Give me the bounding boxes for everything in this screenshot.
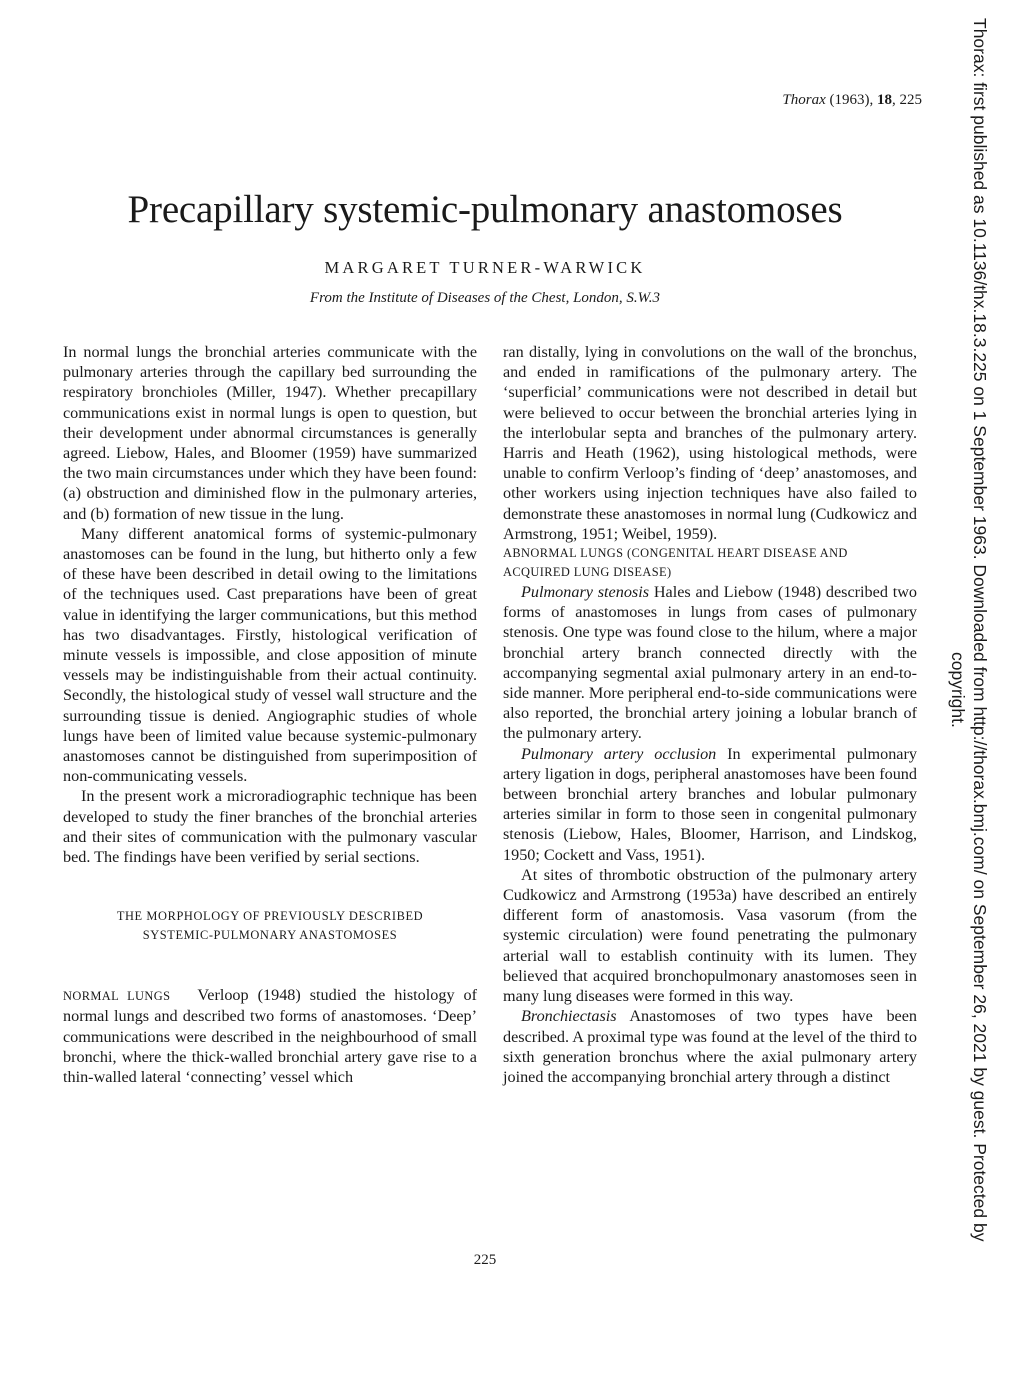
- right-paragraph-3: [503, 744, 917, 865]
- author-name: MARGARET TURNER-WARWICK: [324, 258, 646, 277]
- section-heading: [63, 907, 477, 945]
- right-paragraph-1: ran distally, lying in convolutions on the wall of the bronchus, and ended in ramifications of the pulmonary artery. The ‘superficial’ communications were not described in detail but were believed to occur between the bronchial arteries lying in the interlobular septa and branches of the pulmonary artery. Harris and Heath (1962), using histological methods, were unable to confirm Verloop’s finding of ‘deep’ anastomoses, and other workers using injection techniques have also failed to demonstrate these anastomoses in normal lung (Cudkowicz and Armstrong, 1951; Weibel, 1959).: [503, 343, 917, 543]
- section-heading-line-1: THE MORPHOLOGY OF PREVIOUSLY DESCRIBED: [116, 909, 424, 924]
- left-paragraph-3: In the present work a microradiographic technique has been developed to study the finer branches of the bronchial arteries and their sites of communication with the pulmonary vascular bed. The findings have been verified by serial sections.: [63, 787, 477, 867]
- left-paragraph-1: In normal lungs the bronchial arteries communicate with the pulmonary arteries through the capillary bed surrounding the respiratory bronchioles (Miller, 1947). Whether precapillary communications exist in normal lungs is open to question, but their development under abnormal circumstances is generally agreed. Liebow, Hales, and Bloomer (1959) have summarized the two main circumstances under which they have been found: (a) obstruction and diminished flow in the pulmonary arteries, and (b) formation of new tissue in the lung.: [63, 343, 477, 523]
- left-paragraph-2: Many different anatomical forms of systemic-pulmonary anastomoses can be found in the lung, but hitherto only a few of these have been described in detail owing to the limitations of the techniques used. Cast preparations have been of great value in identifying the larger communications, but this method has two disadvantages. Firstly, histological verification of minute vessels is impossible, and close apposition of minute vessels may be indistinguishable from their actual continuity. Secondly, the histological study of vessel wall structure and the surrounding tissue is denied. Angiographic studies of whole lungs have been of limited value because systemic-pulmonary anastomoses cannot be distinguished from superimposition of non-communicating vessels.: [63, 524, 477, 786]
- journal-citation: [782, 92, 922, 109]
- right-paragraph-4: At sites of thrombotic obstruction of the pulmonary artery Cudkowicz and Armstrong (1953a) have described an entirely different form of anastomosis. Vasa vasorum (from the systemic circulation) were found penetrating the pulmonary arterial wall to establish continuity with its lumen. They believed that acquired bronchopulmonary anastomoses seen in many lung diseases were formed in this way.: [503, 865, 917, 1006]
- left-paragraph-4: [63, 985, 477, 1087]
- copyright-notice: copyright.: [948, 652, 968, 728]
- right-paragraph-2: [503, 582, 917, 744]
- author-affiliation: From the Institute of Diseases of the Chest, London, S.W.3: [309, 290, 661, 306]
- journal-name: Thorax: [782, 92, 826, 108]
- right-paragraph-5: [503, 1006, 917, 1087]
- bronchiectasis-label: Bronchiectasis: [521, 1007, 617, 1026]
- left-column: [63, 342, 477, 1087]
- right-column: [503, 342, 917, 1087]
- right-paragraph-3-text: In experimental pulmonary artery ligation in dogs, peripheral anastomoses have been found between bronchial artery branches and lobular pulmonary arteries similar in form to those seen in congenital pulmonary stenosis (Liebow, Hales, Bloomer, Harrison, and Lindskog, 1950; Cockett and Vass, 1951).: [503, 744, 917, 864]
- left-paragraph-4-text: Verloop (1948) studied the histology of normal lungs and described two forms of anastomoses. ‘Deep’ communications were described in the neighbourhood of small bronchi, where the thick-walled bronchial artery gave rise to a thin-walled lateral ‘connecting’ vessel which: [63, 986, 478, 1087]
- normal-lungs-label: NORMAL LUNGS: [63, 989, 171, 1004]
- abnormal-lungs-subheading: ABNORMAL LUNGS (CONGENITAL HEART DISEASE AND ACQUIRED LUNG DISEASE): [503, 546, 848, 580]
- download-notice: Thorax: first published as 10.1136/thx.18.3.225 on 1 September 1963. Downloaded from http://thorax.bmj.com/ on September 26, 2021 by guest. Protected by: [970, 18, 990, 1242]
- page-number: 225: [473, 1252, 497, 1268]
- article-title: Precapillary systemic-pulmonary anastomoses: [127, 188, 843, 231]
- section-heading-line-2: SYSTEMIC-PULMONARY ANASTOMOSES: [142, 928, 398, 943]
- journal-page: , 225: [892, 92, 922, 108]
- artery-occlusion-label: Pulmonary artery occlusion: [521, 744, 717, 763]
- journal-volume: 18: [877, 92, 892, 108]
- right-paragraph-2-text: Hales and Liebow (1948) described two forms of anastomoses in lungs from cases of pulmonary stenosis. One type was found close to the hilum, where a major bronchial artery branch connected directly with the accompanying segmental axial pulmonary artery in an end-to-side manner. More peripheral end-to-side communications were also reported, the bronchial artery joining a lobular branch of the pulmonary artery.: [503, 583, 918, 743]
- right-paragraph-5-text: Anastomoses of two types have been described. A proximal type was found at the level of the third to sixth generation bronchus where the axial pulmonary artery joined the accompanying bronchial artery through a distinct: [503, 1007, 917, 1086]
- journal-year: (1963),: [825, 92, 877, 108]
- pulmonary-stenosis-label: Pulmonary stenosis: [521, 583, 650, 602]
